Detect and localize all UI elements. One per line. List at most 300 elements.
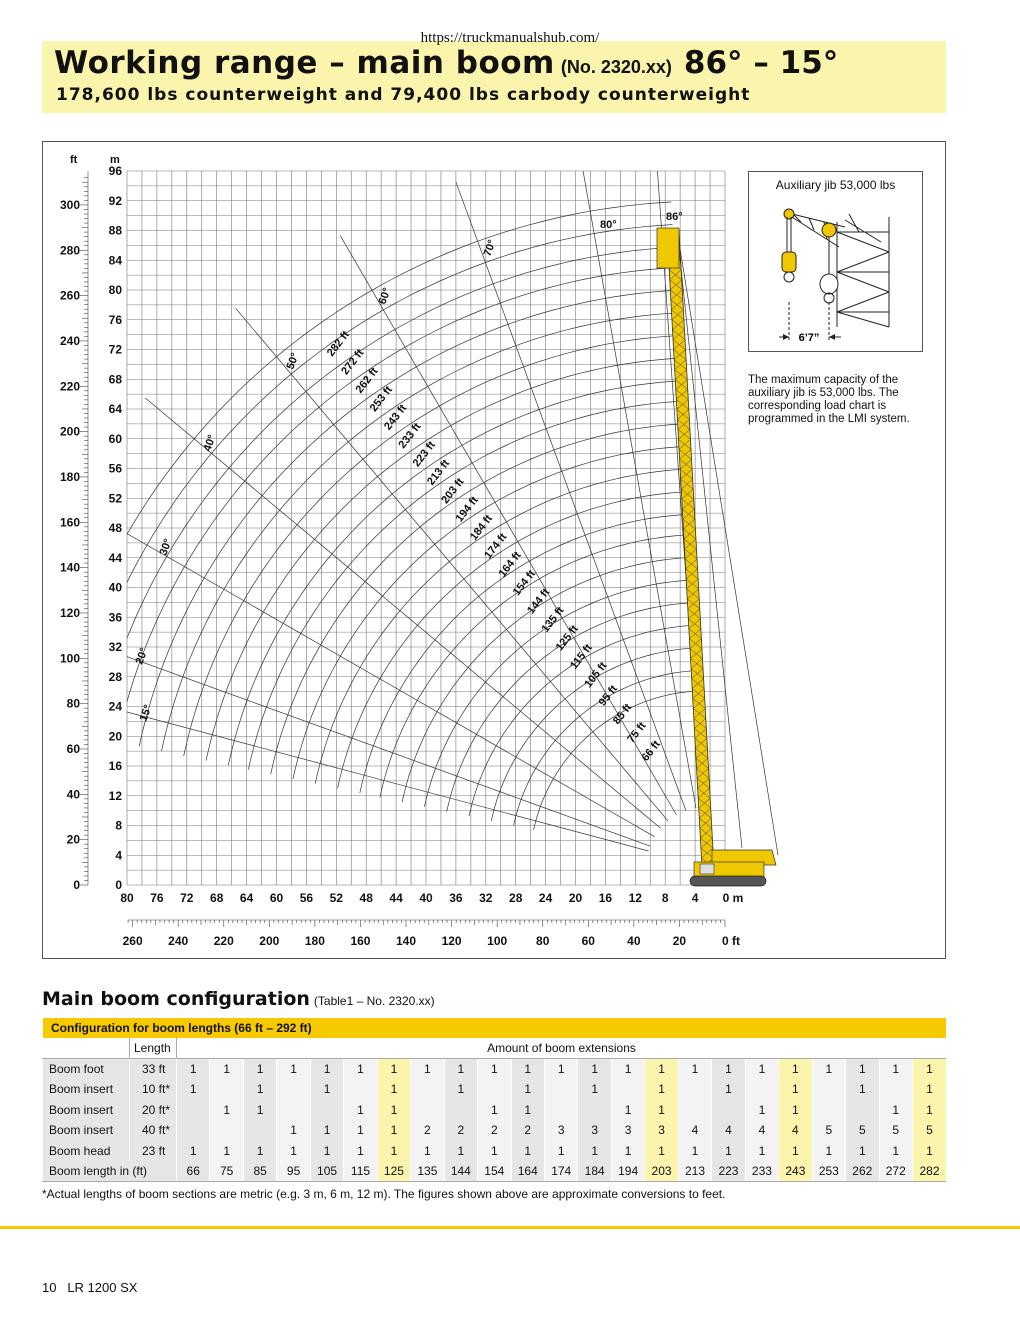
table-cell: 272 xyxy=(879,1161,912,1182)
y-tick-m: 12 xyxy=(108,788,122,803)
table-cell: 1 xyxy=(846,1079,879,1100)
boom-length-label: 203 ft xyxy=(439,476,467,507)
y-tick-ft: 80 xyxy=(66,696,80,711)
table-cell: 1 xyxy=(678,1059,711,1080)
table-cell xyxy=(879,1079,912,1100)
table-cell: 1 xyxy=(846,1059,879,1080)
x-axis-ft-unit: 0 ft xyxy=(722,934,740,948)
boom-length-label: 154 ft xyxy=(510,568,538,599)
y-axis-ft-label: ft xyxy=(70,154,78,166)
table-cell: 1 xyxy=(377,1120,410,1141)
cab-icon xyxy=(700,864,714,874)
table-cell xyxy=(578,1100,611,1121)
table-cell: 1 xyxy=(912,1059,946,1080)
table-cell: 5 xyxy=(879,1120,912,1141)
table-cell: 1 xyxy=(745,1141,778,1162)
table-cell: 1 xyxy=(277,1141,310,1162)
table-cell xyxy=(177,1100,210,1121)
table-cell: 1 xyxy=(243,1059,276,1080)
table-cell: 1 xyxy=(779,1100,812,1121)
table-cell: 1 xyxy=(243,1141,276,1162)
x-tick-ft: 40 xyxy=(627,934,641,948)
x-tick-m: 8 xyxy=(661,891,669,905)
table-cell xyxy=(712,1100,745,1121)
table-cell xyxy=(812,1100,845,1121)
table-cell: 66 xyxy=(177,1161,210,1182)
table-cell: 1 xyxy=(879,1059,912,1080)
table-cell: 3 xyxy=(544,1120,577,1141)
jib-mast-lattice xyxy=(837,214,889,327)
row-length: 20 ft* xyxy=(130,1100,177,1121)
config-ref: (Table1 – No. 2320.xx) xyxy=(313,994,435,1008)
x-tick-ft: 120 xyxy=(441,934,462,948)
table-cell: 1 xyxy=(344,1120,377,1141)
y-tick-m: 52 xyxy=(108,491,122,506)
table-header: Configuration for boom lengths (66 ft – 292 ft) xyxy=(43,1018,947,1038)
row-label: Boom insert xyxy=(43,1120,130,1141)
table-cell xyxy=(310,1100,343,1121)
table-cell: 1 xyxy=(812,1141,845,1162)
x-tick-ft: 200 xyxy=(259,934,280,948)
boom-length-label: 262 ft xyxy=(353,365,381,396)
y-tick-m: 20 xyxy=(108,729,122,744)
table-cell xyxy=(277,1079,310,1100)
angle-label: 30° xyxy=(157,537,175,558)
table-cell: 2 xyxy=(444,1120,477,1141)
x-tick-m: 60 xyxy=(269,891,284,905)
x-tick-ft: 180 xyxy=(304,934,325,948)
table-cell: 194 xyxy=(611,1161,644,1182)
table-row xyxy=(43,1161,947,1182)
table-cell xyxy=(444,1100,477,1121)
table-cell: 1 xyxy=(310,1120,343,1141)
x-tick-m: 4 xyxy=(691,891,699,905)
table-row xyxy=(43,1120,947,1141)
table-cell xyxy=(544,1100,577,1121)
table-label-column-header xyxy=(43,1038,130,1059)
table-subheader-row xyxy=(43,1038,947,1059)
main-hook-block-icon xyxy=(820,274,838,294)
x-tick-ft: 220 xyxy=(213,934,234,948)
y-tick-m: 68 xyxy=(108,372,122,387)
table-cell: 1 xyxy=(912,1141,946,1162)
table-cell: 2 xyxy=(411,1120,444,1141)
table-cell: 1 xyxy=(578,1141,611,1162)
table-cell xyxy=(210,1120,243,1141)
y-tick-ft: 300 xyxy=(59,197,80,212)
table-cell: 1 xyxy=(645,1100,678,1121)
y-tick-m: 72 xyxy=(108,342,122,357)
x-tick-m: 24 xyxy=(538,891,553,905)
table-cell: 1 xyxy=(177,1079,210,1100)
row-length: 33 ft xyxy=(130,1059,177,1080)
table-cell: 1 xyxy=(712,1141,745,1162)
boom-length-label: 125 ft xyxy=(553,623,581,654)
x-tick-m: 20 xyxy=(568,891,583,905)
table-cell xyxy=(611,1079,644,1100)
x-axis-m-unit: 0 m xyxy=(722,891,744,905)
jib-sheave-icon xyxy=(822,223,836,237)
table-cell: 1 xyxy=(444,1141,477,1162)
table-cell: 1 xyxy=(779,1141,812,1162)
x-tick-m: 76 xyxy=(150,891,164,905)
table-cell: 1 xyxy=(511,1100,544,1121)
table-cell: 1 xyxy=(444,1059,477,1080)
table-cell xyxy=(478,1079,511,1100)
table-cell: 1 xyxy=(645,1079,678,1100)
angle-label: 20° xyxy=(133,646,151,667)
x-tick-m: 68 xyxy=(210,891,224,905)
title-main: Working range – main boom xyxy=(54,45,555,81)
table-cell: 144 xyxy=(444,1161,477,1182)
table-cell xyxy=(177,1120,210,1141)
y-tick-m: 56 xyxy=(108,461,122,476)
x-tick-m: 36 xyxy=(449,891,463,905)
table-cell: 1 xyxy=(544,1141,577,1162)
x-tick-m: 52 xyxy=(329,891,343,905)
y-tick-ft: 200 xyxy=(59,424,80,439)
table-cell: 1 xyxy=(478,1059,511,1080)
jib-hook-block-icon xyxy=(782,252,796,272)
table-cell: 1 xyxy=(712,1079,745,1100)
jib-dimension: 6’7” xyxy=(798,332,820,344)
x-tick-m: 72 xyxy=(180,891,194,905)
row-label: Boom length in (ft) xyxy=(43,1161,177,1182)
table-cell: 2 xyxy=(511,1120,544,1141)
ft-scale-ruler-bottom xyxy=(128,920,725,927)
table-cell: 1 xyxy=(678,1141,711,1162)
table-cell: 203 xyxy=(645,1161,678,1182)
boom-length-label: 194 ft xyxy=(453,494,481,525)
row-label: Boom insert xyxy=(43,1079,130,1100)
page-number: 10 xyxy=(42,1280,57,1295)
boom-length-label: 135 ft xyxy=(539,604,567,635)
model-name: LR 1200 SX xyxy=(67,1280,138,1295)
boom-head-icon xyxy=(657,228,679,268)
y-tick-m: 76 xyxy=(108,312,122,327)
y-tick-ft: 220 xyxy=(59,379,80,394)
x-tick-ft: 60 xyxy=(581,934,595,948)
table-row xyxy=(43,1079,947,1100)
table-cell: 4 xyxy=(678,1120,711,1141)
chart-grid xyxy=(127,171,725,885)
y-tick-m: 60 xyxy=(108,431,122,446)
boom-length-label: 253 ft xyxy=(367,384,395,415)
y-tick-m: 92 xyxy=(108,193,122,208)
boom-length-label: 243 ft xyxy=(382,402,410,433)
angle-label: 60° xyxy=(376,286,394,307)
table-cell xyxy=(678,1100,711,1121)
page-divider xyxy=(0,1226,1020,1229)
boom-length-label: 174 ft xyxy=(482,531,510,562)
table-cell: 1 xyxy=(846,1141,879,1162)
y-tick-m: 16 xyxy=(108,759,122,773)
angle-label: 15° xyxy=(137,703,155,724)
x-tick-m: 64 xyxy=(239,891,254,905)
table-cell: 1 xyxy=(277,1120,310,1141)
boom-length-label: 85 ft xyxy=(610,701,635,727)
length-header: Length xyxy=(130,1038,177,1059)
table-cell xyxy=(544,1079,577,1100)
table-cell: 2 xyxy=(478,1120,511,1141)
row-label: Boom insert xyxy=(43,1100,130,1121)
table-cell: 1 xyxy=(779,1059,812,1080)
x-tick-m: 56 xyxy=(299,891,314,905)
table-cell: 1 xyxy=(912,1079,946,1100)
angle-label: 40° xyxy=(201,433,219,454)
x-tick-m: 48 xyxy=(359,891,373,905)
table-cell: 1 xyxy=(912,1100,946,1121)
table-cell: 1 xyxy=(745,1100,778,1121)
boom-length-label: 115 ft xyxy=(568,642,595,672)
y-tick-ft: 160 xyxy=(59,515,80,530)
table-cell: 1 xyxy=(879,1141,912,1162)
table-cell: 1 xyxy=(578,1079,611,1100)
table-header-row xyxy=(43,1018,947,1038)
table-cell: 1 xyxy=(210,1100,243,1121)
table-cell: 125 xyxy=(377,1161,410,1182)
table-cell: 105 xyxy=(310,1161,343,1182)
y-tick-m: 0 xyxy=(115,878,122,892)
table-cell xyxy=(812,1079,845,1100)
table-cell: 1 xyxy=(444,1079,477,1100)
boom-length-label: 75 ft xyxy=(625,720,649,746)
y-tick-ft: 260 xyxy=(59,288,80,303)
row-label: Boom head xyxy=(43,1141,130,1162)
table-cell: 1 xyxy=(511,1141,544,1162)
table-cell: 1 xyxy=(210,1141,243,1162)
boom-length-label: 105 ft xyxy=(582,660,610,691)
y-axis-m-label: m xyxy=(110,154,120,166)
table-cell: 75 xyxy=(210,1161,243,1182)
boom-length-label: 164 ft xyxy=(496,549,524,580)
boom-length-label: 144 ft xyxy=(525,586,553,617)
jib-note: The maximum capacity of the auxiliary jib is 53,000 lbs. The corresponding load chart is programmed in the LMI system. xyxy=(748,374,910,425)
table-cell: 282 xyxy=(912,1161,946,1182)
x-tick-m: 12 xyxy=(628,891,642,905)
table-cell: 1 xyxy=(544,1059,577,1080)
title-angles: 86° – 15° xyxy=(683,45,839,81)
boom-length-label: 233 ft xyxy=(396,420,424,451)
table-cell: 135 xyxy=(411,1161,444,1182)
table-cell: 1 xyxy=(243,1100,276,1121)
x-tick-ft: 140 xyxy=(396,934,417,948)
jib-sheave-icon xyxy=(784,209,794,219)
table-cell: 1 xyxy=(344,1141,377,1162)
y-tick-m: 8 xyxy=(115,818,122,833)
table-cell: 253 xyxy=(812,1161,845,1182)
table-cell: 1 xyxy=(478,1141,511,1162)
table-cell: 262 xyxy=(846,1161,879,1182)
config-section-title xyxy=(42,988,435,1010)
y-tick-m: 96 xyxy=(108,164,122,178)
boom-length-label: 95 ft xyxy=(596,683,620,709)
table-cell: 1 xyxy=(411,1059,444,1080)
table-cell: 1 xyxy=(310,1079,343,1100)
table-cell: 184 xyxy=(578,1161,611,1182)
table-cell xyxy=(745,1079,778,1100)
table-cell: 1 xyxy=(812,1059,845,1080)
table-cell xyxy=(210,1079,243,1100)
angle-label: 70° xyxy=(481,238,499,259)
table-cell: 1 xyxy=(879,1100,912,1121)
table-cell: 223 xyxy=(712,1161,745,1182)
table-cell: 1 xyxy=(645,1059,678,1080)
table-cell: 4 xyxy=(745,1120,778,1141)
x-tick-ft: 160 xyxy=(350,934,371,948)
row-length: 40 ft* xyxy=(130,1120,177,1141)
table-cell xyxy=(411,1100,444,1121)
table-cell: 174 xyxy=(544,1161,577,1182)
y-tick-ft: 40 xyxy=(66,787,80,802)
table-cell: 1 xyxy=(377,1079,410,1100)
y-tick-m: 40 xyxy=(108,580,122,595)
boom-length-label: 272 ft xyxy=(339,347,367,378)
y-tick-ft: 20 xyxy=(66,832,80,847)
table-cell: 1 xyxy=(344,1100,377,1121)
y-tick-m: 36 xyxy=(108,610,122,625)
angle-label: 86° xyxy=(666,211,683,223)
y-tick-ft: 180 xyxy=(59,469,80,484)
page-footer xyxy=(42,1280,137,1295)
x-tick-m: 44 xyxy=(389,891,403,905)
y-tick-m: 84 xyxy=(108,253,122,268)
table-cell: 164 xyxy=(511,1161,544,1182)
x-tick-m: 40 xyxy=(419,891,433,905)
y-tick-m: 32 xyxy=(108,640,122,654)
x-tick-ft: 240 xyxy=(168,934,189,948)
table-cell: 213 xyxy=(678,1161,711,1182)
ft-scale-ruler xyxy=(80,171,88,885)
x-tick-m: 80 xyxy=(120,891,134,905)
extensions-header: Amount of boom extensions xyxy=(177,1038,947,1059)
table-cell: 1 xyxy=(578,1059,611,1080)
row-length: 23 ft xyxy=(130,1141,177,1162)
x-tick-m: 32 xyxy=(479,891,493,905)
table-cell: 5 xyxy=(912,1120,946,1141)
table-cell xyxy=(678,1079,711,1100)
row-label: Boom foot xyxy=(43,1059,130,1080)
y-tick-ft: 120 xyxy=(59,605,80,620)
y-tick-m: 44 xyxy=(108,550,122,565)
table-cell: 1 xyxy=(645,1141,678,1162)
y-tick-ft: 0 xyxy=(73,878,80,892)
table-cell: 1 xyxy=(511,1059,544,1080)
y-tick-m: 28 xyxy=(108,669,122,684)
x-tick-ft: 80 xyxy=(536,934,550,948)
table-cell: 1 xyxy=(377,1141,410,1162)
boom-length-label: 282 ft xyxy=(324,328,353,359)
table-cell: 3 xyxy=(611,1120,644,1141)
source-url[interactable]: https://truckmanualshub.com/ xyxy=(420,30,600,46)
table-cell: 243 xyxy=(779,1161,812,1182)
table-cell: 95 xyxy=(277,1161,310,1182)
table-cell: 1 xyxy=(310,1059,343,1080)
table-cell xyxy=(344,1079,377,1100)
table-cell: 1 xyxy=(377,1100,410,1121)
boom-length-label: 223 ft xyxy=(410,439,438,470)
crawler-track-icon xyxy=(690,876,766,886)
y-tick-m: 4 xyxy=(115,848,122,863)
table-cell: 5 xyxy=(846,1120,879,1141)
table-cell: 154 xyxy=(478,1161,511,1182)
table-cell: 1 xyxy=(377,1059,410,1080)
x-tick-ft: 100 xyxy=(487,934,508,948)
boom-length-label: 213 ft xyxy=(425,457,453,488)
table-cell: 115 xyxy=(344,1161,377,1182)
table-cell: 1 xyxy=(210,1059,243,1080)
table-cell: 1 xyxy=(611,1059,644,1080)
table-cell: 1 xyxy=(177,1059,210,1080)
table-cell: 1 xyxy=(611,1141,644,1162)
y-tick-ft: 100 xyxy=(59,651,80,666)
y-tick-m: 24 xyxy=(108,699,122,714)
table-row xyxy=(43,1059,947,1080)
jib-hook-icon xyxy=(784,272,794,282)
table-cell xyxy=(243,1120,276,1141)
y-tick-m: 64 xyxy=(108,402,122,416)
y-tick-ft: 240 xyxy=(59,333,80,348)
table-cell: 85 xyxy=(243,1161,276,1182)
table-cell: 3 xyxy=(578,1120,611,1141)
table-cell: 1 xyxy=(745,1059,778,1080)
table-cell: 1 xyxy=(243,1079,276,1100)
y-tick-m: 88 xyxy=(108,223,122,238)
table-cell: 1 xyxy=(712,1059,745,1080)
page-subtitle: 178,600 lbs counterweight and 79,400 lbs carbody counterweight xyxy=(56,85,751,105)
y-tick-m: 48 xyxy=(108,521,122,535)
x-tick-ft: 20 xyxy=(672,934,687,948)
jib-title: Auxiliary jib 53,000 lbs xyxy=(775,178,896,192)
boom-lattice xyxy=(667,230,714,868)
table-cell xyxy=(411,1079,444,1100)
angle-label: 50° xyxy=(284,351,302,372)
y-tick-ft: 280 xyxy=(59,243,80,258)
table-cell: 1 xyxy=(277,1059,310,1080)
table-cell: 3 xyxy=(645,1120,678,1141)
table-cell: 1 xyxy=(478,1100,511,1121)
table-row xyxy=(43,1141,947,1162)
table-cell: 1 xyxy=(310,1141,343,1162)
footnote: *Actual lengths of boom sections are metric (e.g. 3 m, 6 m, 12 m). The figures shown above are approximate conversions to feet. xyxy=(42,1187,726,1201)
title-model-no: (No. 2320.xx) xyxy=(560,57,672,77)
boom-length-label: 184 ft xyxy=(467,512,496,543)
y-tick-ft: 60 xyxy=(66,741,80,756)
y-tick-m: 80 xyxy=(108,283,122,297)
auxiliary-jib-box xyxy=(748,171,923,352)
table-cell: 1 xyxy=(779,1079,812,1100)
table-row xyxy=(43,1100,947,1121)
table-cell: 1 xyxy=(511,1079,544,1100)
table-cell: 1 xyxy=(177,1141,210,1162)
angle-label: 80° xyxy=(600,219,617,231)
table-cell: 233 xyxy=(745,1161,778,1182)
table-cell: 4 xyxy=(712,1120,745,1141)
boom-configuration-table xyxy=(42,1018,946,1182)
y-tick-ft: 140 xyxy=(59,560,80,575)
table-cell: 1 xyxy=(344,1059,377,1080)
jib-drawing xyxy=(749,172,924,353)
table-cell xyxy=(846,1100,879,1121)
table-cell: 1 xyxy=(611,1100,644,1121)
config-title: Main boom configuration xyxy=(42,988,310,1010)
table-cell xyxy=(277,1100,310,1121)
boom-length-label: 66 ft xyxy=(639,738,663,764)
table-cell: 5 xyxy=(812,1120,845,1141)
table-cell: 4 xyxy=(779,1120,812,1141)
x-tick-m: 16 xyxy=(598,891,613,905)
x-tick-ft: 260 xyxy=(122,934,143,948)
